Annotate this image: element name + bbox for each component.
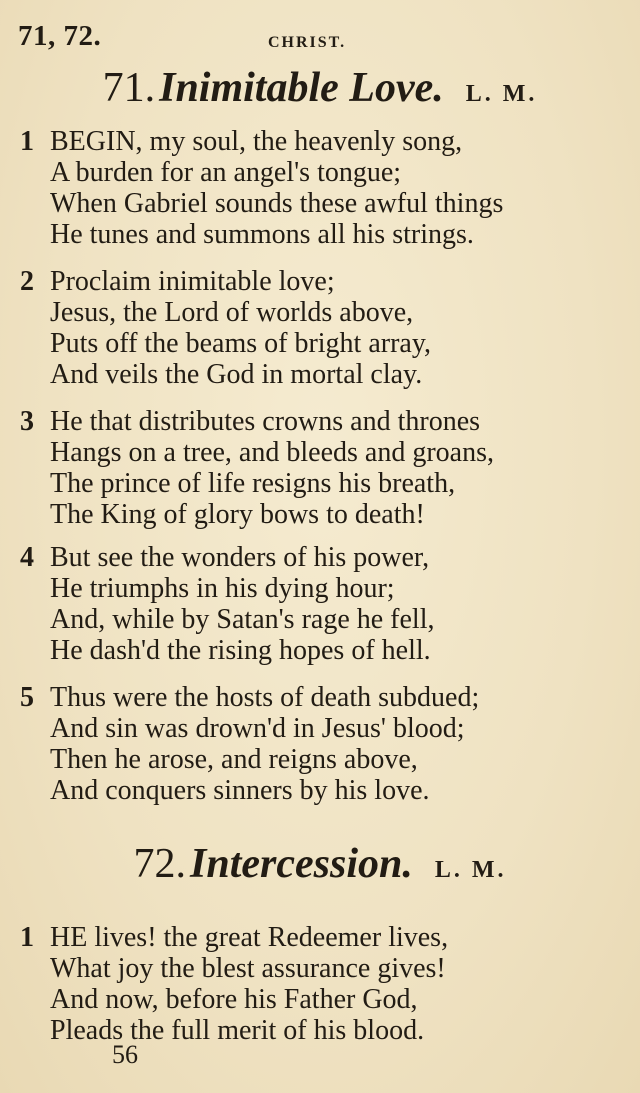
- verse-number: 2: [20, 266, 34, 297]
- verse-line: And conquers sinners by his love.: [50, 775, 430, 806]
- section-title: CHRIST.: [268, 34, 347, 51]
- running-head: [18, 20, 622, 54]
- verse-line: He that distributes crowns and thrones: [50, 406, 481, 437]
- verse-line: Jesus, the Lord of worlds above,: [50, 297, 414, 328]
- verse-line: When Gabriel sounds these awful things: [50, 188, 504, 219]
- verse-number: 1: [20, 922, 34, 953]
- hymn-number: 71.: [102, 65, 156, 111]
- verse-line: And veils the God in mortal clay.: [50, 359, 423, 390]
- verse-line: But see the wonders of his power,: [50, 542, 430, 573]
- hymn-heading-71: [0, 64, 640, 112]
- verse-line: He dash'd the rising hopes of hell.: [50, 635, 431, 666]
- verse-line: Puts off the beams of bright array,: [50, 328, 432, 359]
- verse-line: The prince of life resigns his breath,: [50, 468, 456, 499]
- page-number: 56: [112, 1040, 138, 1069]
- verse-line: Then he arose, and reigns above,: [50, 744, 418, 775]
- verse-line: Thus were the hosts of death subdued;: [50, 682, 480, 713]
- verse-line: And, while by Satan's rage he fell,: [50, 604, 435, 635]
- stanza-71-2: [16, 266, 626, 390]
- verse-line: Pleads the full merit of his blood.: [50, 1015, 425, 1046]
- verse-number: 1: [20, 126, 34, 157]
- hymn-number: 72.: [133, 841, 186, 887]
- hymn-range: 71, 72.: [18, 20, 102, 52]
- verse-line: HE lives! the great Redeemer lives,: [50, 922, 449, 953]
- hymn-title: Inimitable Love.: [159, 65, 444, 111]
- stanza-72-1: [16, 922, 626, 1046]
- stanza-71-5: [16, 682, 626, 806]
- hymn-heading-72: [0, 840, 640, 888]
- verse-line: Hangs on a tree, and bleeds and groans,: [50, 437, 494, 468]
- verse-line: BEGIN, my soul, the heavenly song,: [50, 126, 463, 157]
- stanza-71-3: [16, 406, 626, 530]
- verse-line: And now, before his Father God,: [50, 984, 418, 1015]
- stanza-71-1: [16, 126, 626, 250]
- verse-line: And sin was drown'd in Jesus' blood;: [50, 713, 465, 744]
- verse-line: What joy the blest assurance gives!: [50, 953, 446, 984]
- verse-number: 4: [20, 542, 34, 573]
- verse-line: Proclaim inimitable love;: [50, 266, 335, 297]
- verse-line: He tunes and summons all his strings.: [50, 219, 474, 250]
- hymn-meter: L. M.: [434, 857, 507, 883]
- stanza-71-4: [16, 542, 626, 666]
- hymn-meter: L. M.: [465, 81, 538, 107]
- verse-line: A burden for an angel's tongue;: [50, 157, 402, 188]
- verse-number: 5: [20, 682, 34, 713]
- verse-line: He triumphs in his dying hour;: [50, 573, 395, 604]
- verse-line: The King of glory bows to death!: [50, 499, 425, 530]
- verse-number: 3: [20, 406, 34, 437]
- hymn-title: Intercession.: [189, 841, 413, 887]
